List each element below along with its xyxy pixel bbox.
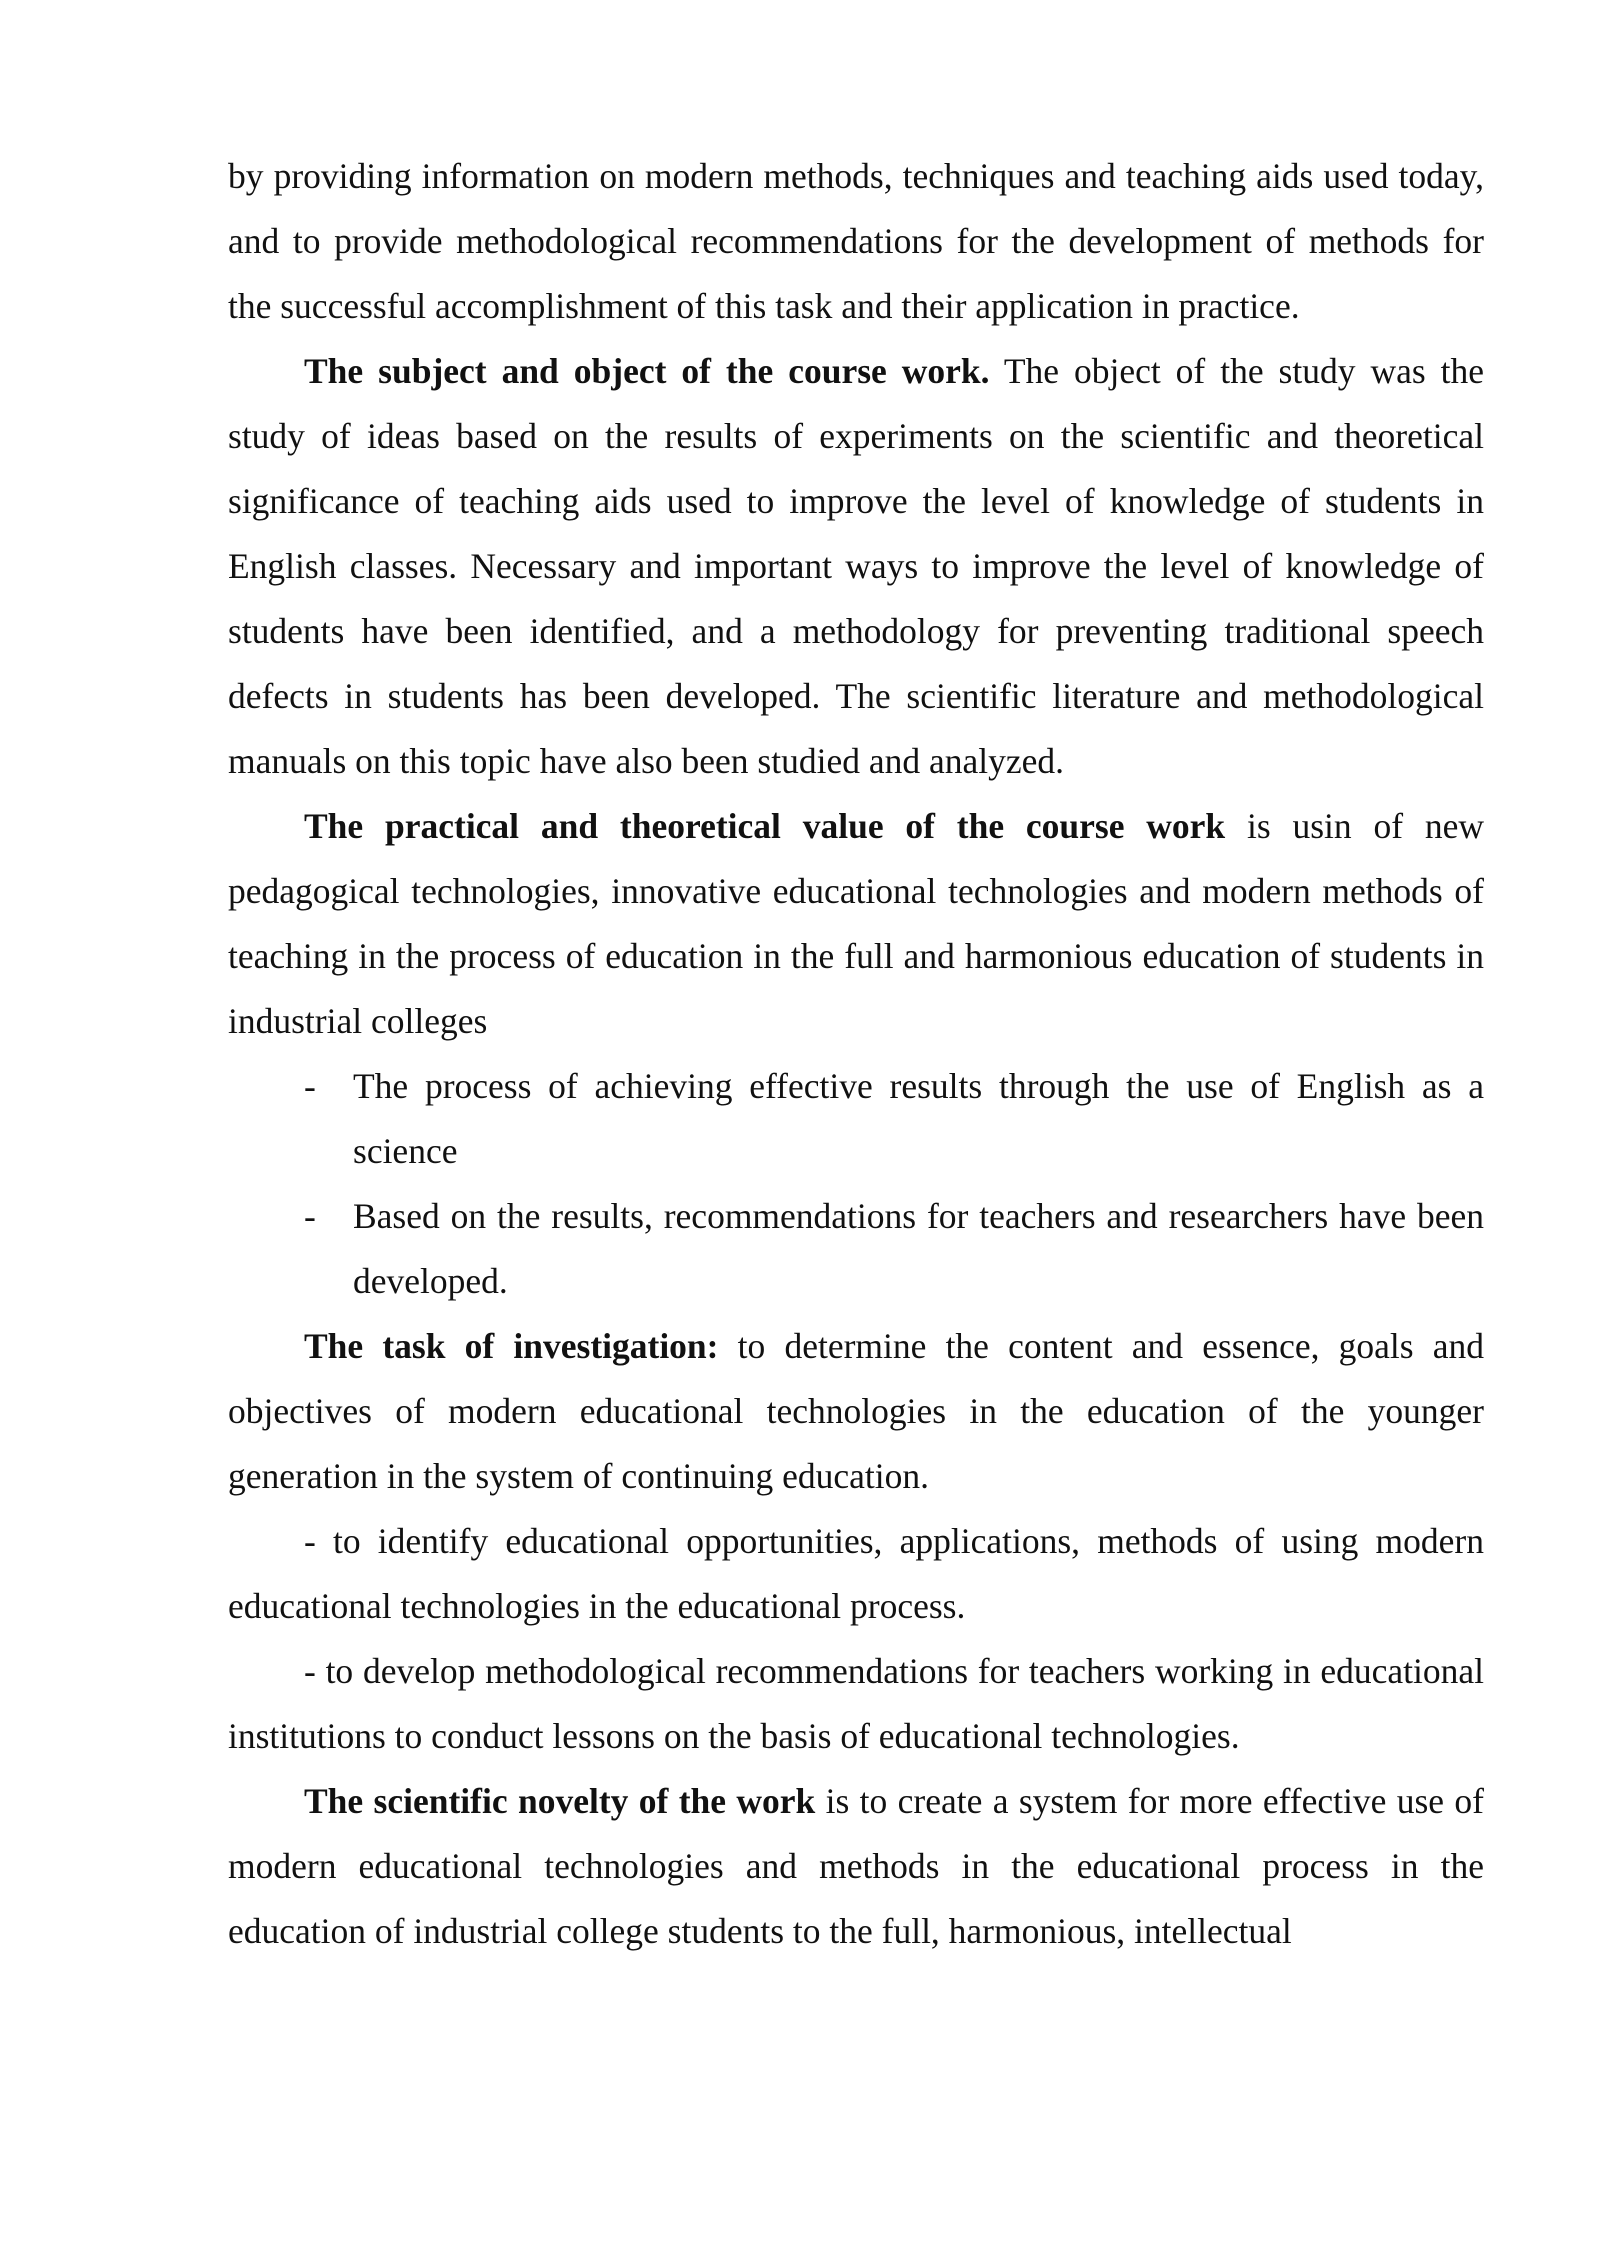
paragraph-text: - to develop methodological recommendations for teachers working in educational institutions to conduct lessons on the basis of educational technologies. — [228, 1651, 1484, 1756]
paragraph-task-identify — [228, 1509, 1484, 1639]
paragraph-intro-continuation — [228, 144, 1484, 339]
bullet-item — [228, 1054, 1484, 1184]
paragraph-scientific-novelty — [228, 1769, 1484, 1964]
paragraph-subject-object — [228, 339, 1484, 794]
paragraph-practical-value — [228, 794, 1484, 1054]
paragraph-task-develop — [228, 1639, 1484, 1769]
paragraph-text: to determine the content and essence, goals and objectives of modern educational technologies in the education of the younger generation in the system of continuing education. — [228, 1326, 1485, 1496]
heading-practical-value: The practical and theoretical value of the course work — [304, 806, 1226, 846]
paragraph-text: by providing information on modern methods, techniques and teaching aids used today, and to provide methodological recommendations for the development of methods for the successful accomplishment of this task and their application in practice. — [228, 156, 1484, 326]
heading-scientific-novelty: The scientific novelty of the work — [304, 1781, 816, 1821]
paragraph-text: - to identify educational opportunities, applications, methods of using modern educational technologies in the educational process. — [228, 1521, 1484, 1626]
document-page — [228, 144, 1484, 1964]
paragraph-text: is to create a system for more effective use of modern educational technologies and methods in the educational process in the education of industrial college students to the full, harmonious, intellectual — [228, 1781, 1484, 1951]
bullet-text: The process of achieving effective results through the use of English as a science — [353, 1066, 1484, 1171]
paragraph-text: is usin of new pedagogical technologies, innovative educational technologies and modern methods of teaching in the process of education in the full and harmonious education of students in industrial colleges — [228, 806, 1484, 1041]
bullet-dash: - — [304, 1196, 316, 1236]
bullet-text: Based on the results, recommendations for teachers and researchers have been developed. — [353, 1196, 1484, 1301]
heading-task-investigation: The task of investigation: — [304, 1326, 719, 1366]
bullet-dash: - — [304, 1066, 316, 1106]
bullet-item — [228, 1184, 1484, 1314]
paragraph-task-investigation — [228, 1314, 1484, 1509]
paragraph-text: The object of the study was the study of ideas based on the results of experiments on the scientific and theoretical significance of teaching aids used to improve the level of knowledge of students in English classes. Necessary and important ways to improve the level of knowledge of students have been identified, and a methodology for preventing traditional speech defects in students has been developed. The scientific literature and methodological manuals on this topic have also been studied and analyzed. — [228, 351, 1484, 781]
heading-subject-object: The subject and object of the course work. — [304, 351, 990, 391]
